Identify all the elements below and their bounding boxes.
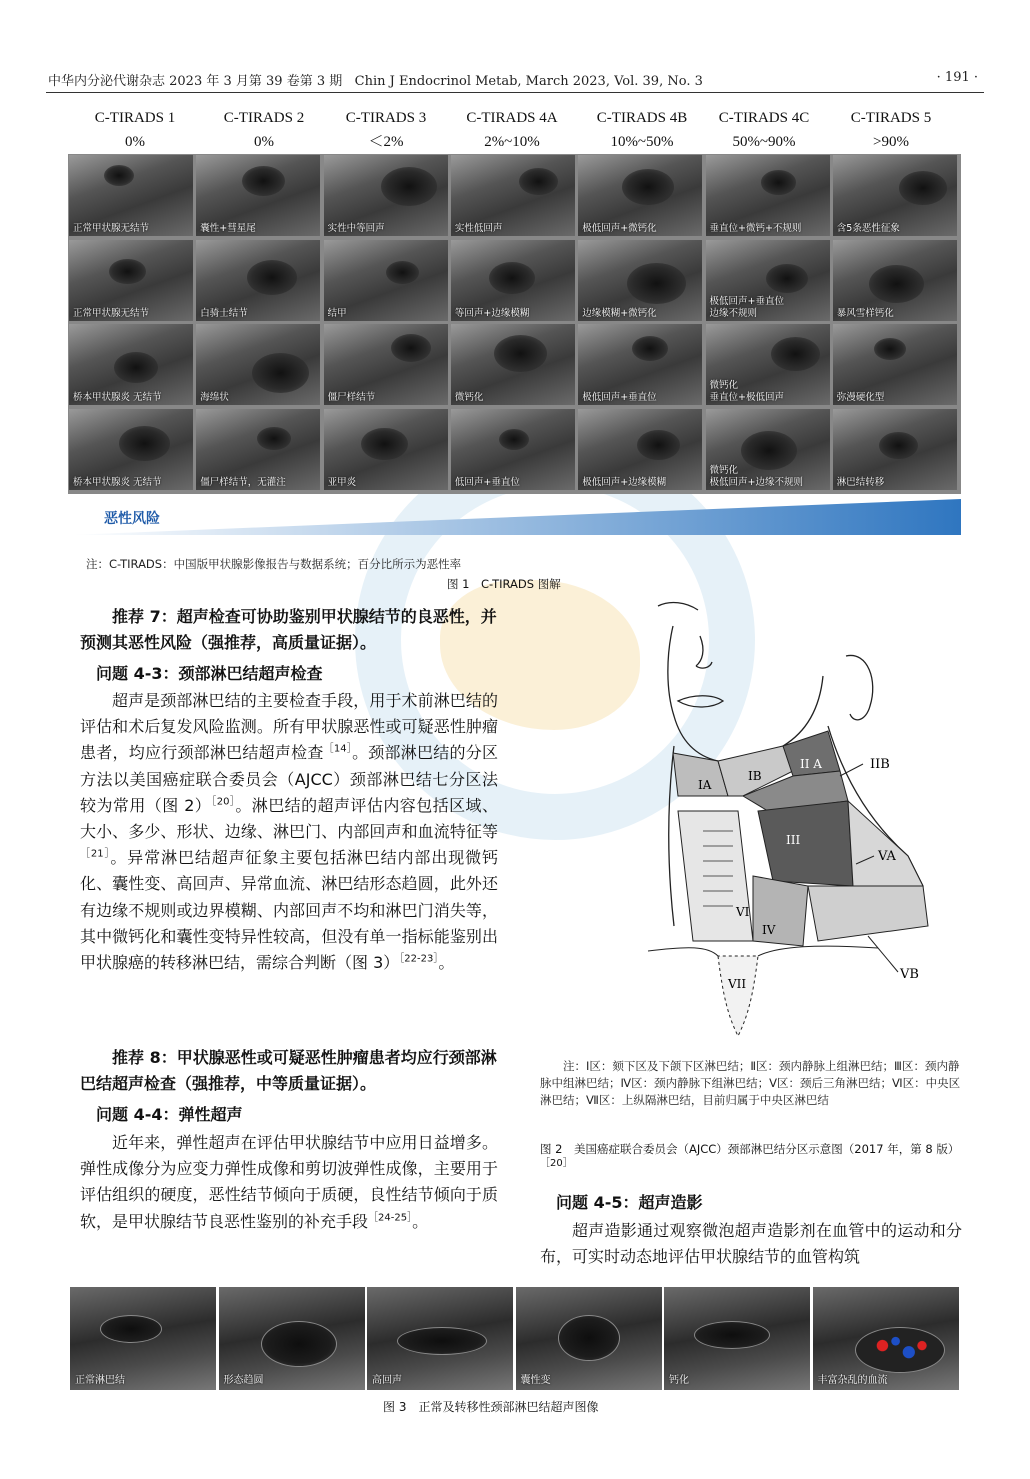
category-name: C-TIRADS 4A <box>466 110 558 126</box>
label-va: VA <box>878 849 896 864</box>
lymph-node-image <box>813 1287 959 1390</box>
lymph-node-shape <box>694 1321 770 1349</box>
lymph-node-image <box>664 1287 810 1390</box>
tile-label: 暴风雪样钙化 <box>836 307 894 319</box>
tile-label: 僵尸样结节，无灌注 <box>200 476 286 488</box>
paragraph-contrast-ultrasound: 超声造影通过观察微泡超声造影剂在血管中的运动和分布，可实时动态地评估甲状腺结节的血管构筑 <box>540 1221 962 1267</box>
lymph-node-shape <box>855 1327 945 1373</box>
category-header <box>201 106 327 154</box>
figure1-ultrasound-grid <box>68 154 961 494</box>
nodule-shadow <box>771 337 820 371</box>
nodule-shadow <box>766 264 808 293</box>
ultrasound-tile <box>196 240 320 321</box>
category-rate: 0% <box>254 134 274 150</box>
figure2-caption <box>540 1140 962 1176</box>
ultrasound-tile <box>324 155 448 236</box>
category-rate: 0% <box>125 134 145 150</box>
ultrasound-tile <box>324 409 448 490</box>
nodule-shadow <box>899 171 947 205</box>
tile-label: 极低回声+垂直位 <box>709 295 784 307</box>
ultrasound-tile <box>706 240 830 321</box>
ref-20: ［20］ <box>211 796 236 808</box>
p1-part-b: 。颈部淋巴结的分区方法以美国癌症联合委员会（AJCC）颈部淋巴结七分区法较为常用（图 2） <box>80 743 498 815</box>
figure1-caption: 图 1 C-TIRADS 图解 <box>447 577 561 591</box>
tile-label: 实性低回声 <box>454 223 503 234</box>
question-4-4: 问题 4-4：弹性超声 <box>96 1105 243 1124</box>
ultrasound-tile <box>706 324 830 405</box>
category-name: C-TIRADS 2 <box>223 110 305 126</box>
ultrasound-tile <box>196 155 320 236</box>
category-header <box>828 106 954 154</box>
tile-label: 微钙化 <box>709 464 739 476</box>
category-name: C-TIRADS 3 <box>345 110 427 126</box>
category-rate: 10%~50% <box>610 134 674 150</box>
risk-label: 恶性风险 <box>104 511 160 527</box>
label-ia: IA <box>698 778 712 792</box>
nodule-shadow <box>741 431 797 470</box>
leader-vb <box>868 936 898 972</box>
p1-part-c: 。淋巴结的超声评估内容包括区域、大小、多少、形状、边缘、淋巴门、内部回声和血流特征等 <box>80 795 498 842</box>
nodule-shadow <box>381 167 437 206</box>
nodule-shadow <box>632 336 668 361</box>
recommendation-8: 推荐 8：甲状腺恶性或可疑恶性肿瘤患者均应行颈部淋巴结超声检查（强推荐，中等质量证据）。 <box>80 1048 497 1094</box>
neck-left-edge <box>669 746 674 926</box>
tile-label: 弥漫硬化型 <box>836 392 885 403</box>
figure1-note: 注：C-TIRADS：中国版甲状腺影像报告与数据系统；百分比所示为恶性率 <box>86 557 462 571</box>
ultrasound-tile <box>69 240 193 321</box>
nodule-shadow <box>494 335 547 372</box>
ultrasound-tile <box>578 240 702 321</box>
nodule-shadow <box>114 352 158 383</box>
lymph-node-label: 钙化 <box>669 1375 689 1386</box>
lymph-node-shape <box>558 1315 620 1361</box>
tile-label: 正常甲状腺无结节 <box>73 223 150 234</box>
figure2-caption-text: 图 2 美国癌症联合委员会（AJCC）颈部淋巴结分区示意图（2017 年，第 8 版） <box>540 1142 960 1156</box>
clavicles <box>648 946 878 956</box>
category-header <box>579 106 705 154</box>
eye-outline <box>658 603 698 610</box>
figure2-caption-ref: ［20］ <box>540 1158 573 1170</box>
label-vb: VB <box>900 967 919 982</box>
tile-label: 低回声+垂直位 <box>454 476 520 488</box>
nodule-shadow <box>386 261 419 284</box>
ultrasound-tile <box>69 409 193 490</box>
paragraph-elastography <box>80 1130 498 1235</box>
region-vb <box>808 886 928 941</box>
nodule-shadow <box>761 170 796 195</box>
lymph-node-label: 高回声 <box>372 1375 402 1386</box>
ref-24-25: ［24-25］ <box>368 1212 413 1224</box>
ref-21: ［21］ <box>80 848 111 860</box>
category-header <box>72 106 198 154</box>
label-iii: III <box>786 833 801 847</box>
ultrasound-tile <box>196 324 320 405</box>
lymph-node-shape <box>100 1315 162 1343</box>
category-name: C-TIRADS 1 <box>94 110 176 126</box>
category-name: C-TIRADS 5 <box>850 110 932 126</box>
ultrasound-tile <box>578 324 702 405</box>
nodule-shadow <box>627 263 686 304</box>
question-4-5: 问题 4-5：超声造影 <box>556 1193 703 1212</box>
tile-label: 极低回声+边缘不规则 <box>709 476 803 488</box>
ref-22-23: ［22-23］ <box>399 953 439 965</box>
tile-label: 结甲 <box>327 307 347 319</box>
tile-label: 桥本甲状腺炎 无结节 <box>73 392 162 403</box>
nodule-shadow <box>869 265 924 304</box>
ultrasound-tile <box>69 324 193 405</box>
category-name: C-TIRADS 4B <box>596 110 688 126</box>
malignancy-risk-bar <box>70 497 961 541</box>
ultrasound-tile <box>69 155 193 236</box>
tile-label: 僵尸样结节 <box>327 392 376 403</box>
lymph-node-image <box>367 1287 513 1390</box>
tile-label: 含5条恶性征象 <box>836 223 900 234</box>
running-header <box>48 70 703 89</box>
p1-part-a: 超声是颈部淋巴结的主要检查手段，用于术前淋巴结的评估和术后复发风险监测。所有甲状腺恶性或可疑恶性肿瘤患者，均应行颈部淋巴结超声检查 <box>80 691 498 763</box>
nodule-shadow <box>879 432 918 459</box>
tile-label: 囊性+彗星尾 <box>200 223 256 234</box>
p2-part-b: 。 <box>412 1211 429 1231</box>
header-journal-cn: 中华内分泌代谢杂志 2023 年 3 月第 39 卷第 3 期 <box>48 74 343 89</box>
figure3-caption: 图 3 正常及转移性颈部淋巴结超声图像 <box>383 1400 599 1414</box>
nodule-shadow <box>247 260 297 295</box>
nodule-shadow <box>391 334 431 362</box>
ultrasound-tile <box>833 409 957 490</box>
nodule-shadow <box>489 262 535 294</box>
category-rate: ＜2% <box>368 134 404 150</box>
tile-label: 垂直位+微钙+不规则 <box>709 223 802 234</box>
lymph-node-image <box>516 1287 662 1390</box>
tile-label: 淋巴结转移 <box>836 476 885 488</box>
label-vii: VII <box>728 977 747 991</box>
ultrasound-tile <box>451 324 575 405</box>
tile-label: 边缘模糊+微钙化 <box>582 307 657 319</box>
nose-outline <box>696 636 712 668</box>
tile-label: 垂直位+极低回声 <box>709 392 784 403</box>
ear-outline <box>846 655 873 719</box>
tile-label: 海绵状 <box>200 392 229 403</box>
lymph-node-label: 丰富杂乱的血流 <box>817 1375 888 1386</box>
p2-part-a: 近年来，弹性超声在评估甲状腺结节中应用日益增多。弹性成像分为应变力弹性成像和剪切波弹性成像，主要用于评估组织的硬度，恶性结节倾向于质硬，良性结节倾向于质软，是甲状腺结节良恶性鉴别的补充手段 <box>80 1133 498 1231</box>
lymph-node-label: 正常淋巴结 <box>75 1375 125 1386</box>
ultrasound-tile <box>833 324 957 405</box>
label-iib: IIB <box>870 757 890 772</box>
nodule-shadow <box>361 428 408 461</box>
nodule-shadow <box>242 166 285 196</box>
label-vi: VI <box>736 905 750 919</box>
category-header <box>701 106 827 154</box>
tile-label: 极低回声+边缘模糊 <box>582 476 667 488</box>
nodule-shadow <box>637 430 680 460</box>
label-ib: IB <box>748 769 762 783</box>
tile-label: 等回声+边缘模糊 <box>454 307 530 319</box>
ultrasound-tile <box>451 409 575 490</box>
category-header <box>323 106 449 154</box>
ultrasound-tile <box>833 240 957 321</box>
tile-label: 微钙化 <box>709 380 739 391</box>
tile-label: 边缘不规则 <box>709 307 758 319</box>
ultrasound-tile <box>833 155 957 236</box>
nodule-shadow <box>252 353 309 393</box>
ultrasound-tile <box>451 240 575 321</box>
tile-label: 亚甲炎 <box>327 476 357 488</box>
region-va <box>848 801 923 886</box>
figure2-note: 注：Ⅰ区：颏下区及下颌下区淋巴结；Ⅱ区：颈内静脉上组淋巴结；Ⅲ区：颈内静脉中组淋巴结；Ⅳ区：颈内静脉下组淋巴结；Ⅴ区：颈后三角淋巴结；Ⅵ区：中央区淋巴结；Ⅶ区：上纵隔淋巴结，目前归属于中央区淋巴结 <box>540 1059 961 1107</box>
tile-label: 极低回声+垂直位 <box>582 392 657 403</box>
lymph-node-shape <box>261 1321 337 1367</box>
nodule-shadow <box>109 259 146 285</box>
tile-label: 白骑士结节 <box>200 307 248 319</box>
lymph-node-label: 形态趋圆 <box>223 1375 264 1386</box>
category-rate: >90% <box>873 134 909 150</box>
leader-iib <box>840 764 863 776</box>
tile-label: 正常甲状腺无结节 <box>73 307 150 319</box>
label-iia: II A <box>800 757 822 771</box>
category-rate: 2%~10% <box>484 134 540 150</box>
nodule-shadow <box>519 168 558 195</box>
category-rate: 50%~90% <box>732 134 796 150</box>
nodule-shadow <box>622 169 674 205</box>
lymph-node-label: 囊性变 <box>520 1375 551 1386</box>
lips-outline <box>678 696 723 707</box>
question-4-3: 问题 4-3：颈部淋巴结超声检查 <box>96 664 323 683</box>
ultrasound-tile <box>706 155 830 236</box>
category-header <box>449 106 575 154</box>
ultrasound-tile <box>324 240 448 321</box>
ultrasound-tile <box>578 409 702 490</box>
nodule-shadow <box>119 426 170 462</box>
risk-wedge <box>70 499 961 535</box>
category-name: C-TIRADS 4C <box>718 110 810 126</box>
p1-part-e: 。 <box>438 953 455 973</box>
tile-label: 极低回声+微钙化 <box>582 223 657 234</box>
lymph-node-image <box>219 1287 365 1390</box>
ultrasound-tile <box>451 155 575 236</box>
nodule-shadow <box>257 427 291 451</box>
p1-part-d: 。异常淋巴结超声征象主要包括淋巴结内部出现微钙化、囊性变、高回声、异常血流、淋巴结形态趋圆，此外还有边缘不规则或边界模糊、内部回声不均和淋巴门消失等，其中微钙化和囊性变特异性较高，但没有单一指标能鉴别出甲状腺癌的转移淋巴结，需综合判断（图 3） <box>80 848 498 973</box>
ultrasound-tile <box>578 155 702 236</box>
region-vii <box>718 956 758 1036</box>
nodule-shadow <box>499 429 529 450</box>
ultrasound-tile <box>324 324 448 405</box>
ultrasound-tile <box>196 409 320 490</box>
region-iii <box>758 801 853 886</box>
label-iv: IV <box>762 923 776 937</box>
tile-label: 实性中等回声 <box>327 223 385 234</box>
nodule-shadow <box>104 165 134 186</box>
tile-label: 微钙化 <box>454 392 484 403</box>
lymph-node-image <box>70 1287 216 1390</box>
recommendation-7: 推荐 7：超声检查可协助鉴别甲状腺结节的良恶性，并预测其恶性风险（强推荐，高质量证据）。 <box>80 607 497 653</box>
paragraph-lymph-node <box>80 688 498 976</box>
header-rule <box>46 92 984 93</box>
nodule-shadow <box>874 338 906 360</box>
ultrasound-tile <box>706 409 830 490</box>
figure2-neck-diagram <box>578 596 958 1048</box>
header-journal-en: Chin J Endocrinol Metab, March 2023, Vol. 39, No. 3 <box>354 74 703 89</box>
ref-14: ［14］ <box>323 744 353 756</box>
lymph-node-shape <box>397 1327 487 1355</box>
tile-label: 桥本甲状腺炎 无结节 <box>73 476 162 488</box>
page-number: · 191 · <box>936 70 978 85</box>
